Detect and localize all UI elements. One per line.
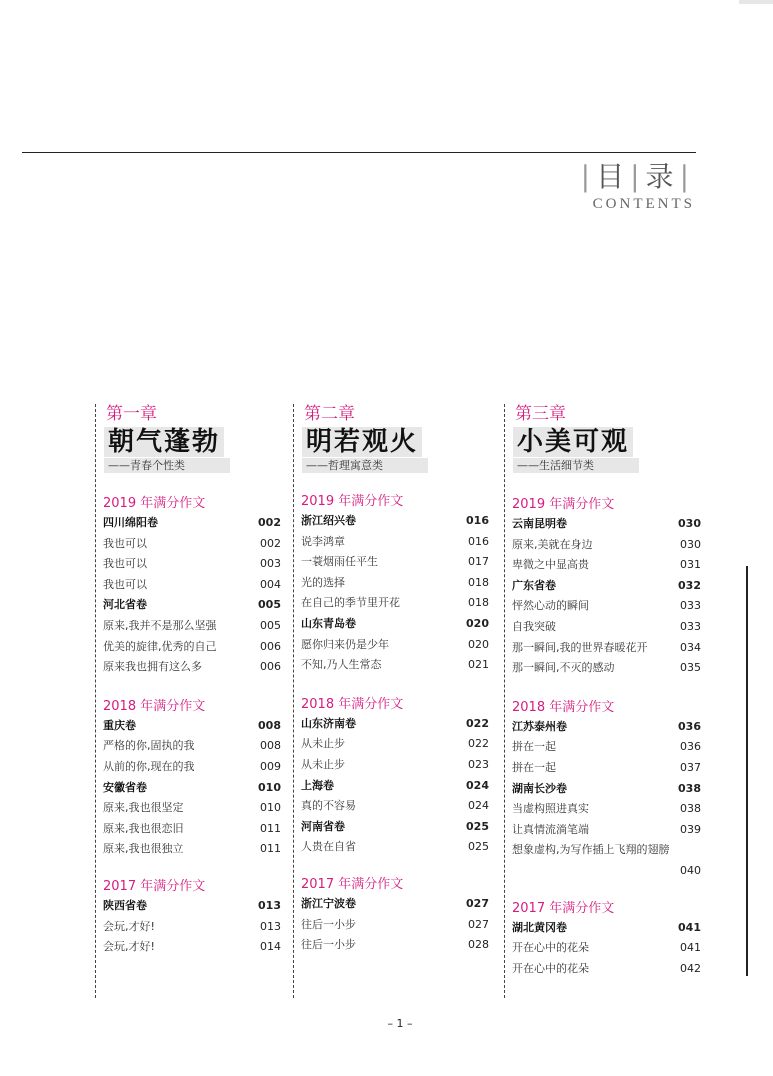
toc-entry-title: 拼在一起 (512, 760, 556, 774)
toc-entry-title: 从前的你,现在的我 (103, 759, 195, 773)
toc-entry-row[interactable] (512, 555, 701, 576)
chapter-subtitle: ——青春个性类 (104, 458, 230, 473)
toc-region-row[interactable] (512, 717, 701, 738)
toc-entry-title: 愿你归来仍是少年 (301, 637, 389, 651)
toc-entry-title: 从未止步 (301, 737, 345, 751)
toc-entry-title: 湖北黄冈卷 (512, 920, 567, 934)
toc-entry-title: 我也可以 (103, 557, 147, 571)
toc-subtitle: CONTENTS (592, 196, 695, 212)
toc-entry-page: 016 (466, 514, 489, 527)
toc-entry-page: 003 (260, 557, 281, 571)
toc-entry-title: 陕西省卷 (103, 898, 147, 912)
toc-region-row[interactable] (103, 716, 281, 737)
toc-entry-row[interactable] (512, 617, 701, 638)
toc-entry-row[interactable] (301, 734, 489, 755)
toc-entry-page: 005 (258, 598, 281, 612)
toc-entry-title: 广东省卷 (512, 578, 556, 592)
section-year-heading: 2017 年满分作文 (512, 900, 615, 916)
toc-region-row[interactable] (103, 513, 281, 534)
toc-entry-title: 原来我也拥有这么多 (103, 660, 202, 674)
chapter-number: 第二章 (304, 404, 355, 424)
toc-entry-page: 030 (678, 517, 701, 530)
section-year-heading: 2019 年满分作文 (512, 497, 615, 512)
toc-entry-row[interactable] (301, 635, 489, 656)
toc-entry-page: 006 (260, 660, 281, 674)
toc-entry-title: 人贵在自省 (301, 840, 356, 854)
toc-section (505, 900, 701, 980)
toc-entry-page: 033 (680, 619, 701, 633)
chapter-subtitle: ——哲理寓意类 (302, 458, 428, 473)
toc-section (505, 699, 701, 882)
toc-entry-page: 038 (678, 781, 701, 795)
toc-entry-title: 当虚构照进真实 (512, 802, 589, 816)
toc-region-row[interactable] (301, 817, 489, 838)
toc-entry-row[interactable] (103, 575, 281, 596)
toc-entry-page: 022 (466, 716, 489, 730)
toc-entry-title: 会玩,才好! (103, 940, 155, 954)
toc-entry-title: 卑微之中显高贵 (512, 558, 589, 572)
toc-entry-title: 原来,我也很恋旧 (103, 821, 184, 835)
toc-entry-page: 025 (466, 819, 489, 833)
chapter-column-3 (504, 404, 701, 998)
toc-entry-page: 020 (468, 637, 489, 651)
toc-entry-row[interactable] (301, 915, 489, 936)
toc-entry-row[interactable] (512, 737, 701, 758)
toc-entry-row[interactable] (103, 534, 281, 555)
toc-entry-row[interactable] (512, 596, 701, 617)
toc-entry-page: 032 (678, 578, 701, 592)
toc-section (96, 698, 281, 860)
toc-region-row[interactable] (103, 595, 281, 616)
toc-entry-row[interactable] (103, 819, 281, 840)
toc-region-row[interactable] (512, 918, 701, 939)
toc-entry-title: 怦然心动的瞬间 (512, 599, 589, 613)
toc-entry-row[interactable] (512, 638, 701, 659)
section-year-heading: 2018 年满分作文 (512, 699, 615, 715)
toc-entry-row[interactable] (512, 938, 701, 959)
toc-entry-row[interactable] (103, 554, 281, 575)
toc-entry-page: 024 (466, 778, 489, 792)
toc-entry-page: 009 (260, 759, 281, 773)
toc-region-row[interactable] (103, 896, 281, 917)
toc-entry-title: 四川绵阳卷 (103, 516, 158, 529)
toc-entry-title: 原来,我并不是那么坚强 (103, 618, 217, 632)
toc-entry-title: 原来,我也很独立 (103, 842, 184, 856)
toc-entry-row[interactable] (103, 657, 281, 678)
toc-heading (579, 160, 695, 213)
toc-entry-page: 014 (260, 940, 281, 954)
toc-entry-page: 037 (680, 760, 701, 774)
toc-region-row[interactable] (512, 514, 701, 535)
toc-entry-row[interactable] (512, 820, 701, 841)
toc-entry-page: 034 (680, 640, 701, 654)
toc-entry-row[interactable] (512, 799, 701, 820)
toc-title: |目|录| (580, 160, 693, 193)
toc-section (505, 496, 701, 679)
toc-title-char-1: 目 (596, 160, 629, 193)
chapter-column-2 (293, 404, 489, 998)
section-year-heading: 2017 年满分作文 (103, 878, 206, 894)
toc-section (294, 696, 489, 858)
toc-entry-page: 011 (260, 842, 281, 856)
toc-entry-title: 那一瞬间,不灭的感动 (512, 661, 615, 675)
header-rule (22, 152, 696, 153)
toc-entry-title: 重庆卷 (103, 718, 136, 732)
toc-section (96, 495, 281, 678)
toc-entry-page: 018 (468, 575, 489, 589)
toc-entry-row[interactable] (103, 937, 281, 958)
toc-entry-title: 山东青岛卷 (301, 616, 356, 630)
chapter-number: 第三章 (515, 404, 566, 424)
toc-entry-title: 开在心中的花朵 (512, 941, 589, 955)
toc-entry-title: 开在心中的花朵 (512, 961, 589, 975)
toc-entry-title: 那一瞬间,我的世界春暖花开 (512, 640, 648, 654)
chapter-number: 第一章 (106, 404, 157, 424)
toc-entry-title: 严格的你,固执的我 (103, 739, 195, 753)
toc-entry-title: 湖南长沙卷 (512, 781, 567, 795)
chapter-title: 明若观火 (302, 427, 422, 457)
toc-entry-page: 033 (680, 599, 701, 613)
section-year-heading: 2019 年满分作文 (301, 494, 404, 509)
toc-entry-title: 自我突破 (512, 619, 556, 633)
toc-entry-page: 027 (466, 896, 489, 910)
toc-entry-title: 上海卷 (301, 778, 334, 792)
toc-entry-page: 038 (680, 802, 701, 816)
toc-entry-row[interactable] (301, 837, 489, 858)
toc-entry-page: 030 (680, 537, 701, 551)
toc-entry-title: 浙江宁波卷 (301, 896, 356, 910)
toc-entry-title: 我也可以 (103, 536, 147, 550)
toc-entry-title: 从未止步 (301, 757, 345, 771)
toc-entry-title: 安徽省卷 (103, 780, 147, 794)
toc-entry-row[interactable] (301, 655, 489, 676)
toc-entry-title: 往后一小步 (301, 938, 356, 952)
toc-entry-title: 拼在一起 (512, 740, 556, 754)
toc-entry-page: 016 (468, 534, 489, 548)
toc-entry-row[interactable] (301, 796, 489, 817)
toc-region-row[interactable] (301, 776, 489, 797)
toc-entry-title: 不知,乃人生常态 (301, 658, 382, 672)
toc-entry-row[interactable] (301, 755, 489, 776)
toc-entry-page: 036 (678, 719, 701, 733)
toc-entry-title: 说李鸿章 (301, 534, 345, 548)
toc-entry-title: 真的不容易 (301, 799, 356, 813)
toc-entry-row[interactable] (103, 839, 281, 860)
toc-entry-page: 017 (468, 555, 489, 569)
toc-entry-page: 011 (260, 821, 281, 835)
toc-entry-page: 042 (680, 961, 701, 975)
toc-entry-row[interactable] (512, 658, 701, 679)
toc-section (96, 878, 281, 958)
toc-entry-row[interactable] (301, 552, 489, 573)
toc-entry-row[interactable] (301, 935, 489, 956)
toc-entry-row[interactable] (103, 757, 281, 778)
toc-entry-row[interactable] (512, 959, 701, 980)
chapter-title: 小美可观 (513, 427, 633, 457)
toc-entry-page: 040 (680, 863, 701, 877)
section-year-heading: 2018 年满分作文 (103, 698, 206, 714)
page-number: – 1 – (387, 1017, 413, 1030)
toc-entry-title: 山东济南卷 (301, 716, 356, 730)
toc-region-row[interactable] (512, 779, 701, 800)
toc-entry-page: 013 (260, 919, 281, 933)
chapter-column-1 (95, 404, 281, 998)
toc-entry-title: 一蓑烟雨任平生 (301, 555, 378, 569)
toc-entry-title: 我也可以 (103, 577, 147, 591)
toc-entry-page: 010 (260, 801, 281, 815)
toc-entry-title: 想象虚构,为写作插上飞翔的翅膀 (512, 843, 670, 857)
toc-entry-row[interactable] (301, 593, 489, 614)
toc-section (294, 876, 489, 956)
toc-entry-title: 河南省卷 (301, 819, 345, 833)
toc-entry-page: 013 (258, 898, 281, 912)
toc-entry-page: 035 (680, 661, 701, 675)
toc-entry-page: 018 (468, 596, 489, 610)
toc-entry-page: 008 (260, 739, 281, 753)
right-margin-rule (746, 566, 748, 976)
toc-entry-row[interactable] (103, 637, 281, 658)
toc-entry-title: 优美的旋律,优秀的自己 (103, 639, 217, 653)
toc-entry-title: 云南昆明卷 (512, 517, 567, 530)
toc-entry-page: 002 (260, 536, 281, 550)
toc-region-row[interactable] (301, 714, 489, 735)
toc-entry-title: 往后一小步 (301, 917, 356, 931)
toc-entry-row[interactable] (301, 573, 489, 594)
toc-entry-row[interactable] (103, 616, 281, 637)
toc-entry-page: 004 (260, 577, 281, 591)
toc-entry-title: 在自己的季节里开花 (301, 596, 400, 610)
chapter-title: 朝气蓬勃 (104, 427, 224, 457)
toc-entry-page: 031 (680, 558, 701, 572)
toc-entry-title: 会玩,才好! (103, 919, 155, 933)
toc-entry-page: 036 (680, 740, 701, 754)
toc-title-char-2: 录 (645, 160, 678, 193)
toc-entry-page: 027 (468, 917, 489, 931)
toc-section (294, 493, 489, 676)
toc-entry-title: 光的选择 (301, 575, 345, 589)
section-year-heading: 2018 年满分作文 (301, 696, 404, 712)
toc-entry-title: 让真情流淌笔端 (512, 822, 589, 836)
toc-entry-row[interactable] (512, 758, 701, 779)
toc-entry-row[interactable] (512, 535, 701, 556)
toc-entry-page: 025 (468, 840, 489, 854)
toc-entry-title: 原来,我也很坚定 (103, 801, 184, 815)
toc-region-row[interactable] (301, 511, 489, 532)
toc-entry-page: 008 (258, 718, 281, 732)
toc-entry-page: 010 (258, 780, 281, 794)
section-year-heading: 2019 年满分作文 (103, 496, 206, 511)
toc-entry-page: 021 (468, 658, 489, 672)
toc-entry-page: 006 (260, 639, 281, 653)
page-corner-mark (739, 0, 773, 4)
toc-entry-row[interactable] (301, 532, 489, 553)
toc-entry-page: 020 (466, 616, 489, 630)
toc-entry-row[interactable] (103, 736, 281, 757)
chapter-subtitle: ——生活细节类 (513, 458, 639, 473)
toc-entry-page: 039 (680, 822, 701, 836)
toc-entry-page: 041 (678, 920, 701, 934)
toc-entry-title: 原来,美就在身边 (512, 537, 593, 551)
toc-region-row[interactable] (301, 614, 489, 635)
toc-region-row[interactable] (103, 778, 281, 799)
toc-entry-title: 江苏泰州卷 (512, 719, 567, 733)
toc-region-row[interactable] (512, 576, 701, 597)
toc-entry-page: 023 (468, 757, 489, 771)
toc-region-row[interactable] (301, 894, 489, 915)
toc-entry-page: 022 (468, 737, 489, 751)
toc-entry-page: 005 (260, 618, 281, 632)
toc-entry-row[interactable] (103, 798, 281, 819)
toc-entry-page: 028 (468, 938, 489, 952)
toc-entry-title: 河北省卷 (103, 598, 147, 612)
toc-entry-row[interactable] (103, 917, 281, 938)
toc-entry-title: 浙江绍兴卷 (301, 514, 356, 527)
toc-entry-page: 024 (468, 799, 489, 813)
toc-entry-page: 002 (258, 516, 281, 529)
toc-entry-page: 041 (680, 941, 701, 955)
section-year-heading: 2017 年满分作文 (301, 876, 404, 892)
toc-entry-row[interactable] (512, 840, 701, 881)
